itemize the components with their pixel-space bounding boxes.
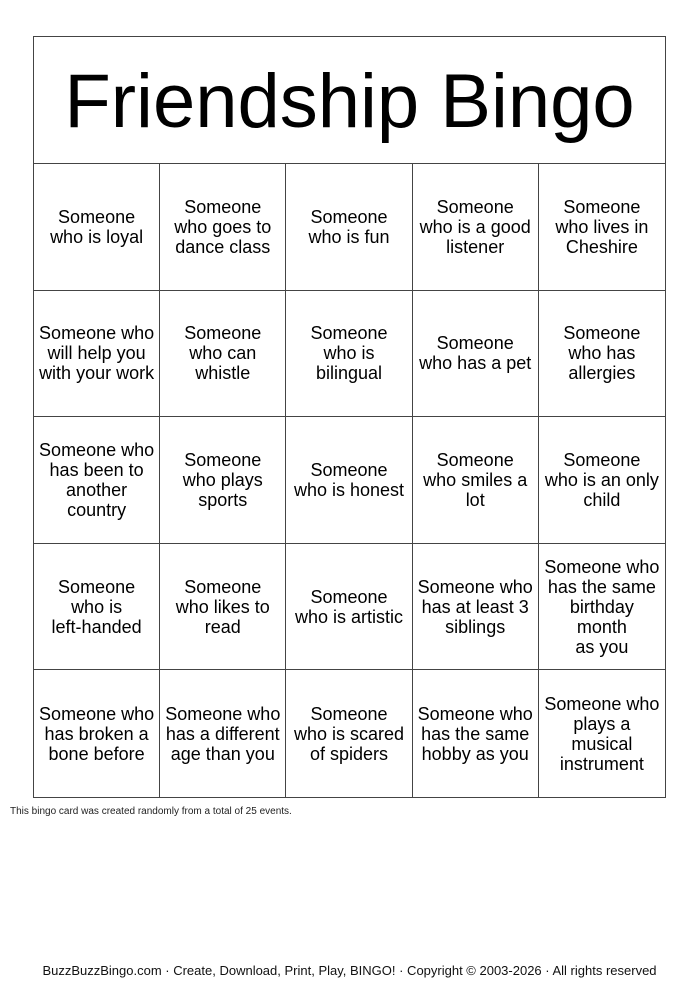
title-box	[34, 37, 665, 164]
bingo-cell	[34, 544, 160, 671]
bingo-cell	[413, 417, 539, 544]
bingo-cell	[539, 164, 665, 291]
bingo-cell-text: Someone who likes to read	[175, 576, 270, 637]
bingo-cell	[539, 417, 665, 544]
bingo-cell	[539, 544, 665, 671]
bingo-cell	[539, 291, 665, 418]
bingo-cell	[34, 164, 160, 291]
bingo-cell	[160, 417, 286, 544]
bingo-cell-text: Someone who smiles a lot	[423, 449, 528, 510]
bingo-cell-text: Someone who is bilingual	[310, 323, 388, 384]
bingo-cell	[34, 291, 160, 418]
bingo-cell-text: Someone who is artistic	[294, 586, 403, 627]
bingo-cell-text: Someone who goes to dance class	[174, 196, 272, 257]
bingo-cell-text: Someone who has a different age than you	[165, 703, 281, 764]
bingo-cell-text: Someone who plays a musical instrument	[544, 693, 660, 774]
bingo-cell-text: Someone who is scared of spiders	[293, 703, 405, 764]
bingo-cell	[160, 670, 286, 797]
bingo-cell	[286, 417, 412, 544]
bingo-cell-text: Someone who will help you with your work	[39, 323, 155, 384]
bingo-cell	[34, 670, 160, 797]
bingo-grid	[34, 164, 665, 797]
bingo-cell	[286, 544, 412, 671]
bingo-cell-text: Someone who is fun	[308, 206, 390, 247]
card-note: This bingo card was created randomly from a total of 25 events.	[10, 806, 292, 817]
bingo-cell-text: Someone who is a good listener	[419, 196, 531, 257]
bingo-cell-text: Someone who has allergies	[563, 323, 641, 384]
page-footer: BuzzBuzzBingo.com · Create, Download, Print, Play, BINGO! · Copyright © 2003-2026 · All rights reserved	[42, 963, 657, 978]
bingo-cell	[160, 544, 286, 671]
bingo-cell-text: Someone who has broken a bone before	[39, 703, 155, 764]
bingo-cell-text: Someone who can whistle	[184, 323, 262, 384]
bingo-cell-text: Someone who is left-handed	[51, 576, 142, 637]
bingo-cell	[286, 291, 412, 418]
bingo-cell	[539, 670, 665, 797]
bingo-cell	[286, 164, 412, 291]
bingo-cell-text: Someone who has the same birthday month as you	[544, 556, 660, 657]
bingo-cell-text: Someone who lives in Cheshire	[555, 196, 649, 257]
bingo-cell	[413, 291, 539, 418]
bingo-cell-text: Someone who is honest	[293, 459, 405, 500]
bingo-cell-text: Someone who is loyal	[50, 206, 144, 247]
bingo-cell	[413, 670, 539, 797]
bingo-cell-text: Someone who plays sports	[182, 449, 263, 510]
bingo-cell-text: Someone who has the same hobby as you	[417, 703, 533, 764]
card-title: Friendship Bingo	[64, 59, 635, 144]
bingo-cell	[286, 670, 412, 797]
bingo-cell-text: Someone who has at least 3 siblings	[417, 576, 533, 637]
bingo-card	[33, 36, 666, 798]
bingo-cell	[34, 417, 160, 544]
bingo-cell	[160, 164, 286, 291]
bingo-cell-text: Someone who is an only child	[544, 449, 659, 510]
bingo-cell	[413, 164, 539, 291]
bingo-cell	[160, 291, 286, 418]
bingo-cell-text: Someone who has a pet	[419, 333, 532, 374]
bingo-cell-text: Someone who has been to another country	[39, 439, 155, 520]
bingo-cell	[413, 544, 539, 671]
